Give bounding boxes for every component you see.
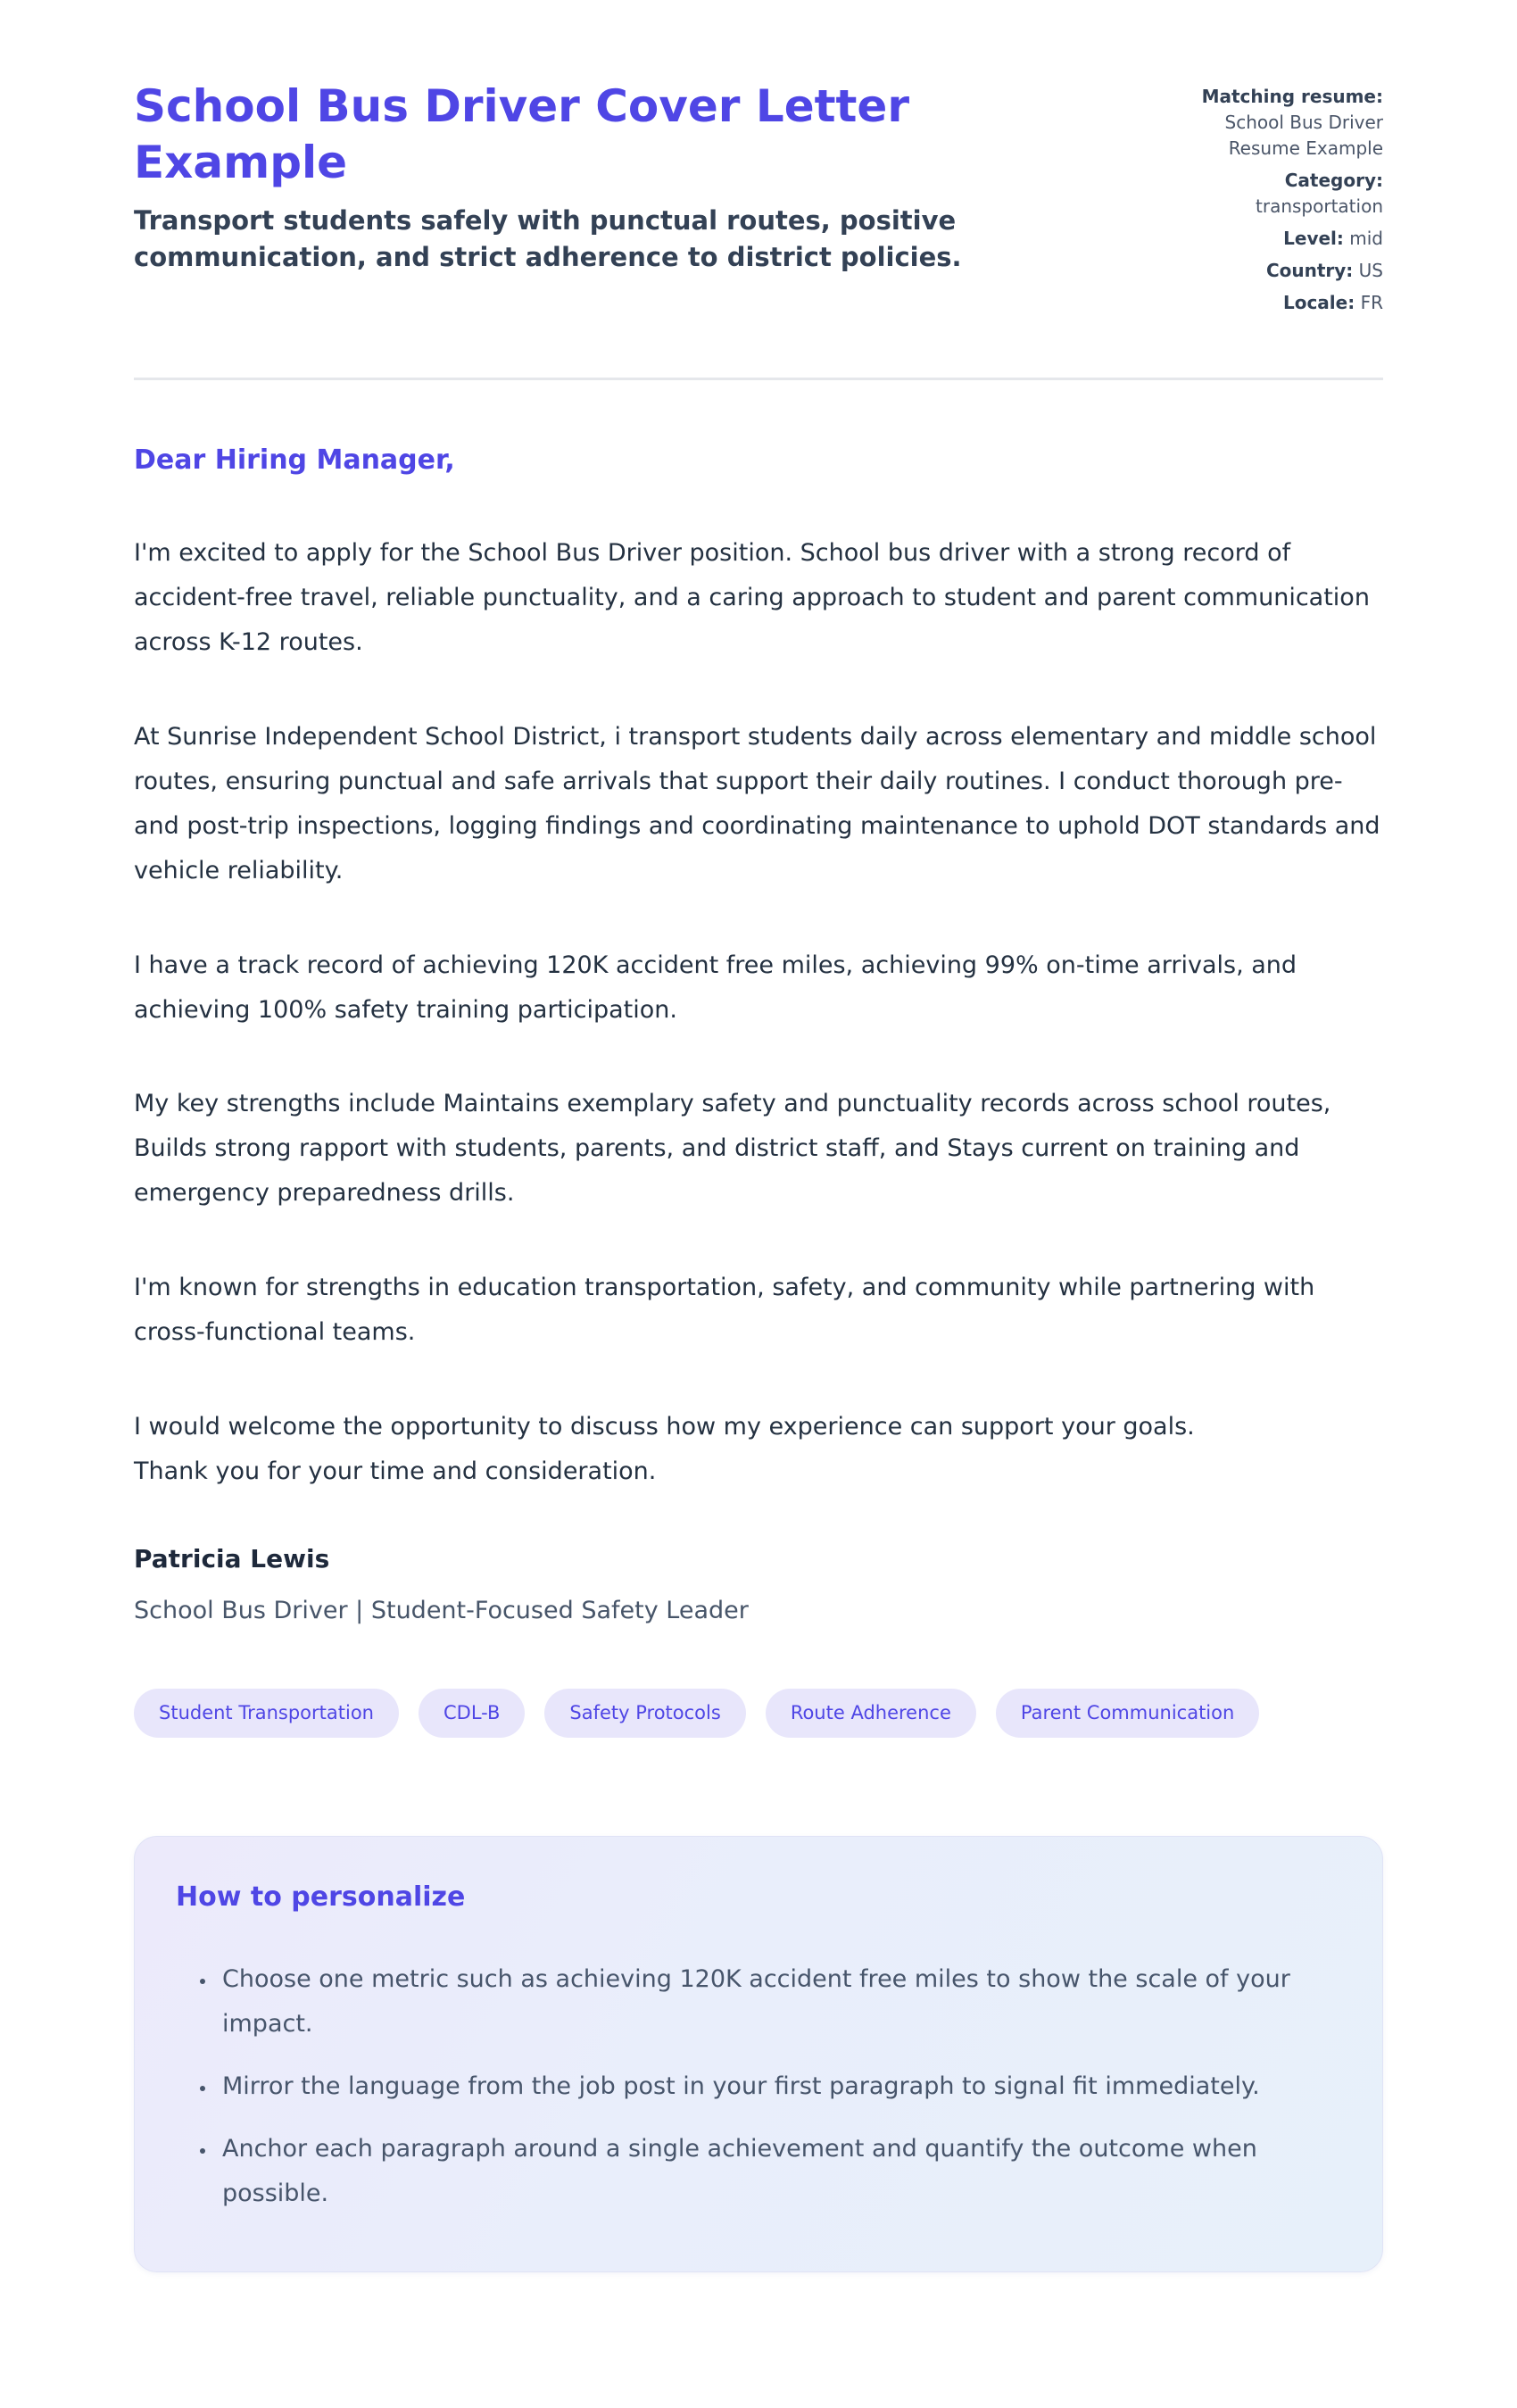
meta-label: Matching resume: bbox=[1201, 86, 1383, 107]
personalize-bullet: • Mirror the language from the job post in your first paragraph to signal fit immediately. bbox=[217, 2064, 1341, 2109]
meta-row-matching-resume bbox=[1149, 84, 1383, 162]
meta-row-category bbox=[1149, 168, 1383, 220]
letter-paragraph: At Sunrise Independent School District, i transport students daily across elementary and middle school routes, ensuring punctual and safe arrivals that support their daily routines. I conduct thorough pre- and post-trip inspections, logging findings and coordinating maintenance to uphold DOT standards and vehicle reliability. bbox=[134, 722, 1380, 884]
tag-safety-protocols[interactable]: Safety Protocols bbox=[544, 1689, 745, 1738]
header bbox=[134, 79, 1383, 322]
meta-row-country bbox=[1149, 258, 1383, 284]
meta-row-level bbox=[1149, 226, 1383, 252]
personalize-title: How to personalize bbox=[176, 1881, 466, 1913]
meta-value: US bbox=[1358, 260, 1383, 281]
tag-route-adherence[interactable]: Route Adherence bbox=[766, 1689, 976, 1738]
letter-paragraph: I'm excited to apply for the School Bus Driver position. School bus driver with a strong record of accident-free travel, reliable punctuality, and a caring approach to student and parent communication across K-12 routes. bbox=[134, 539, 1370, 656]
meta-value: mid bbox=[1349, 228, 1383, 249]
signature-role: School Bus Driver | Student-Focused Safety Leader bbox=[134, 1597, 749, 1624]
personalize-bullet: • Anchor each paragraph around a single achievement and quantify the outcome when possible. bbox=[217, 2127, 1341, 2216]
closing-line-2: Thank you for your time and consideration. bbox=[134, 1457, 657, 1486]
letter-paragraph: I'm known for strengths in education transportation, safety, and community while partnering with cross-functional teams. bbox=[134, 1274, 1315, 1347]
header-title-block bbox=[134, 79, 1008, 275]
personalize-box bbox=[134, 1836, 1383, 2272]
personalize-bullet: • Choose one metric such as achieving 120K accident free miles to show the scale of your impact. bbox=[217, 1957, 1341, 2047]
meta-label: Locale: bbox=[1282, 292, 1355, 313]
letter-closing-paragraph bbox=[134, 1405, 1383, 1494]
page-container bbox=[134, 0, 1383, 2362]
meta-label: Category: bbox=[1284, 170, 1383, 191]
tag-parent-communication[interactable]: Parent Communication bbox=[996, 1689, 1259, 1738]
meta-label: Level: bbox=[1283, 228, 1344, 249]
divider bbox=[134, 378, 1383, 380]
letter-body bbox=[134, 531, 1383, 1494]
meta-panel bbox=[1149, 79, 1383, 322]
signature-block bbox=[134, 1544, 1383, 1624]
letter-greeting: Dear Hiring Manager, bbox=[134, 444, 455, 476]
personalize-list bbox=[176, 1957, 1341, 2216]
page-subtitle: Transport students safely with punctual routes, positive communication, and strict adherence to district policies. bbox=[134, 205, 962, 272]
tag-cdl-b[interactable]: CDL-B bbox=[419, 1689, 525, 1738]
closing-line-1: I would welcome the opportunity to discuss how my experience can support your goals. bbox=[134, 1413, 1195, 1441]
meta-value: transportation bbox=[1256, 195, 1383, 217]
signature-name: Patricia Lewis bbox=[134, 1544, 330, 1574]
letter-paragraph: My key strengths include Maintains exemplary safety and punctuality records across school routes, Builds strong rapport with students, parents, and district staff, and Stays current on training and emergency preparedness drills. bbox=[134, 1090, 1331, 1208]
tag-student-transportation[interactable]: Student Transportation bbox=[134, 1689, 399, 1738]
tag-list bbox=[134, 1689, 1383, 1738]
meta-value: FR bbox=[1360, 292, 1383, 313]
page-title: School Bus Driver Cover Letter Example bbox=[134, 80, 909, 188]
letter-paragraph: I have a track record of achieving 120K accident free miles, achieving 99% on-time arrivals, and achieving 100% safety training participation. bbox=[134, 951, 1297, 1024]
meta-row-locale bbox=[1149, 290, 1383, 316]
meta-value: School Bus Driver Resume Example bbox=[1224, 112, 1383, 159]
meta-label: Country: bbox=[1265, 260, 1354, 281]
